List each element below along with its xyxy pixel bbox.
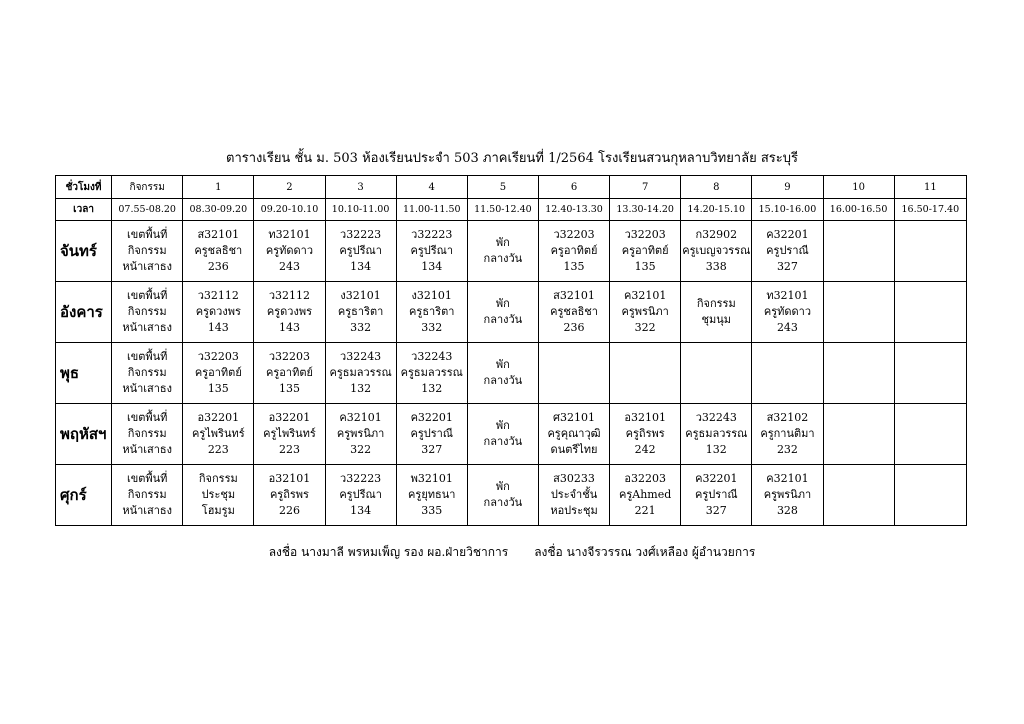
cell-text: ค32101: [623, 289, 667, 302]
period-cell: [538, 404, 609, 465]
cell-text: ประจำชั้น: [550, 488, 598, 501]
cell-text: ครูกานติมา: [760, 427, 815, 440]
cell-text: ว32203: [624, 228, 666, 241]
period-cell: [467, 221, 538, 282]
cell-text: ว32223: [411, 228, 453, 241]
period-cell: [254, 221, 325, 282]
cell-text: 132: [350, 382, 372, 395]
cell-text: ครูคุณาวุฒิ: [547, 427, 601, 440]
period-cell: [183, 221, 254, 282]
period-cell: [467, 282, 538, 343]
cell-text: กลางวัน: [483, 435, 523, 448]
header-period: 4: [396, 176, 467, 199]
cell-text: เขตพื้นที่: [126, 289, 168, 302]
cell-text: 143: [207, 321, 229, 334]
day-row: [56, 404, 967, 465]
period-cell: [610, 221, 681, 282]
cell-text: กิจกรรม: [127, 244, 167, 257]
cell-text: ครูชลธิชา: [550, 305, 598, 318]
cell-text: พ32101: [410, 472, 453, 485]
time-period: 11.50-12.40: [467, 199, 538, 221]
cell-text: เขตพื้นที่: [126, 411, 168, 424]
cell-text: 335: [421, 504, 443, 517]
cell-text: 332: [350, 321, 372, 334]
period-cell: [894, 282, 966, 343]
cell-text: ว32203: [197, 350, 239, 363]
period-cell: [894, 465, 966, 526]
period-cell: [752, 465, 823, 526]
cell-text: ท32101: [268, 228, 311, 241]
cell-text: ว32243: [340, 350, 382, 363]
period-cell: [538, 282, 609, 343]
cell-text: ศ32101: [553, 411, 596, 424]
day-row: [56, 465, 967, 526]
cell-text: หน้าเสาธง: [122, 321, 173, 334]
cell-text: 132: [421, 382, 443, 395]
cell-text: ครูอาทิตย์: [194, 366, 242, 379]
period-cell: [681, 404, 752, 465]
period-cell: [396, 465, 467, 526]
cell-text: ว32112: [197, 289, 239, 302]
cell-text: หน้าเสาธง: [122, 504, 173, 517]
header-period: 10: [823, 176, 894, 199]
cell-text: ว32243: [411, 350, 453, 363]
cell-text: 328: [776, 504, 798, 517]
period-cell: [681, 465, 752, 526]
cell-text: 242: [634, 443, 656, 456]
cell-text: ครูปราณี: [695, 488, 738, 501]
header-period: 5: [467, 176, 538, 199]
cell-text: ว32203: [268, 350, 311, 363]
cell-text: ง32101: [411, 289, 452, 302]
cell-text: 236: [563, 321, 585, 334]
period-cell: [183, 282, 254, 343]
cell-text: ท32101: [766, 289, 809, 302]
period-cell: [610, 465, 681, 526]
cell-text: ชุมนุม: [701, 313, 732, 326]
cell-text: กิจกรรม: [127, 488, 167, 501]
header-period: 7: [610, 176, 681, 199]
period-cell: [467, 343, 538, 404]
cell-text: ครูธาริตา: [409, 305, 455, 318]
period-cell: [325, 404, 396, 465]
cell-text: 327: [421, 443, 443, 456]
cell-text: โฮมรูม: [201, 504, 235, 517]
cell-text: พัก: [495, 236, 510, 249]
cell-text: อ32201: [197, 411, 240, 424]
cell-text: เขตพื้นที่: [126, 472, 168, 485]
cell-text: 221: [634, 504, 656, 517]
activity-cell: [112, 404, 183, 465]
cell-text: ครูอาทิตย์: [550, 244, 598, 257]
cell-text: 223: [278, 443, 300, 456]
cell-text: 226: [278, 504, 300, 517]
period-cell: [467, 404, 538, 465]
header-period: 6: [538, 176, 609, 199]
period-cell: [823, 221, 894, 282]
cell-text: 132: [705, 443, 727, 456]
period-cell: [325, 465, 396, 526]
period-cell: [894, 404, 966, 465]
cell-text: 223: [207, 443, 229, 456]
cell-text: ประชุม: [201, 488, 236, 501]
cell-text: 135: [207, 382, 229, 395]
cell-text: 243: [278, 260, 300, 273]
period-cell: [752, 343, 823, 404]
time-row: [56, 199, 967, 221]
day-row: [56, 221, 967, 282]
header-corner: ชั่วโมงที่: [56, 176, 112, 199]
period-cell: [681, 343, 752, 404]
period-cell: [681, 282, 752, 343]
cell-text: อ32201: [268, 411, 311, 424]
time-period: 11.00-11.50: [396, 199, 467, 221]
period-cell: [254, 404, 325, 465]
cell-text: 134: [350, 504, 372, 517]
period-cell: [254, 465, 325, 526]
cell-text: ครูปรีณา: [339, 488, 382, 501]
cell-text: 135: [563, 260, 585, 273]
time-period: 08.30-09.20: [183, 199, 254, 221]
cell-text: ครูพรนิภา: [336, 427, 385, 440]
cell-text: ว32223: [340, 228, 382, 241]
period-cell: [396, 404, 467, 465]
cell-text: ค32101: [766, 472, 809, 485]
period-cell: [183, 404, 254, 465]
cell-text: ครูธมลวรรณ: [400, 366, 463, 379]
period-cell: [894, 221, 966, 282]
cell-text: ครูดวงพร: [266, 305, 313, 318]
period-cell: [681, 221, 752, 282]
period-cell: [183, 465, 254, 526]
time-period: 13.30-14.20: [610, 199, 681, 221]
signer-academic-deputy: ลงชื่อ นางมาลี พรหมเพ็ญ รอง ผอ.ฝ่ายวิชาการ: [268, 545, 509, 559]
period-cell: [538, 343, 609, 404]
cell-text: ค32201: [410, 411, 453, 424]
cell-text: 135: [634, 260, 656, 273]
cell-text: ครูถิรพร: [269, 488, 309, 501]
cell-text: ว32112: [268, 289, 311, 302]
period-cell: [752, 282, 823, 343]
header-period: 2: [254, 176, 325, 199]
period-cell: [254, 282, 325, 343]
cell-text: กิจกรรม: [127, 427, 167, 440]
activity-cell: [112, 343, 183, 404]
period-cell: [396, 343, 467, 404]
cell-text: ครูปรีณา: [339, 244, 382, 257]
cell-text: หน้าเสาธง: [122, 382, 173, 395]
cell-text: ครูไพรินทร์: [263, 427, 316, 440]
cell-text: กลางวัน: [483, 496, 523, 509]
cell-text: ครูพรนิภา: [763, 488, 812, 501]
cell-text: พัก: [495, 358, 510, 371]
signature-footer: [0, 543, 1024, 562]
period-cell: [538, 221, 609, 282]
cell-text: ครูธมลวรรณ: [685, 427, 748, 440]
time-period: 14.20-15.10: [681, 199, 752, 221]
cell-text: 332: [421, 321, 443, 334]
header-row: [56, 176, 967, 199]
timetable-table: [55, 175, 967, 526]
period-cell: [467, 465, 538, 526]
cell-text: ครูเบญจวรรณ: [682, 244, 751, 257]
period-cell: [894, 343, 966, 404]
day-name: จันทร์: [56, 221, 112, 282]
period-cell: [183, 343, 254, 404]
day-row: [56, 282, 967, 343]
period-cell: [610, 404, 681, 465]
cell-text: ครูยุทธนา: [408, 488, 456, 501]
time-label: เวลา: [56, 199, 112, 221]
period-cell: [610, 343, 681, 404]
period-cell: [752, 404, 823, 465]
time-period: 09.20-10.10: [254, 199, 325, 221]
period-cell: [396, 282, 467, 343]
cell-text: พัก: [495, 419, 510, 432]
cell-text: ครูปรีณา: [410, 244, 454, 257]
cell-text: 236: [207, 260, 229, 273]
cell-text: 134: [350, 260, 372, 273]
activity-cell: [112, 221, 183, 282]
time-period: 15.10-16.00: [752, 199, 823, 221]
cell-text: เขตพื้นที่: [126, 350, 168, 363]
cell-text: อ32203: [624, 472, 666, 485]
cell-text: ครูอาทิตย์: [621, 244, 669, 257]
cell-text: หน้าเสาธง: [122, 260, 173, 273]
cell-text: ค32201: [695, 472, 738, 485]
cell-text: ครูทัดดาว: [265, 244, 314, 257]
cell-text: ครูอาทิตย์: [266, 366, 313, 379]
cell-text: ว32203: [553, 228, 595, 241]
period-cell: [823, 282, 894, 343]
header-period: 9: [752, 176, 823, 199]
cell-text: กลางวัน: [483, 252, 523, 265]
cell-text: ส32102: [766, 411, 809, 424]
time-period: 10.10-11.00: [325, 199, 396, 221]
period-cell: [538, 465, 609, 526]
cell-text: 135: [278, 382, 300, 395]
period-cell: [823, 343, 894, 404]
activity-cell: [112, 465, 183, 526]
period-cell: [325, 343, 396, 404]
cell-text: หอประชุม: [550, 504, 598, 517]
cell-text: ค32201: [766, 228, 809, 241]
cell-text: ส32101: [197, 228, 240, 241]
timetable-title: ตารางเรียน ชั้น ม. 503 ห้องเรียนประจำ 503 ภาคเรียนที่ 1/2564 โรงเรียนสวนกุหลาบวิทยาลัย สระบุรี: [226, 151, 798, 166]
activity-cell: [112, 282, 183, 343]
period-cell: [325, 221, 396, 282]
day-name: พุธ: [56, 343, 112, 404]
period-cell: [254, 343, 325, 404]
cell-text: ครูปราณี: [766, 244, 809, 257]
period-cell: [610, 282, 681, 343]
time-activity: 07.55-08.20: [112, 199, 183, 221]
cell-text: ส30233: [553, 472, 595, 485]
cell-text: 327: [776, 260, 798, 273]
cell-text: เขตพื้นที่: [126, 228, 168, 241]
period-cell: [752, 221, 823, 282]
cell-text: หน้าเสาธง: [122, 443, 173, 456]
cell-text: ครูธาริตา: [337, 305, 384, 318]
cell-text: กลางวัน: [483, 374, 523, 387]
cell-text: กิจกรรม: [127, 305, 167, 318]
header-period: 1: [183, 176, 254, 199]
cell-text: กิจกรรม: [127, 366, 167, 379]
cell-text: ครูชลธิชา: [194, 244, 243, 257]
cell-text: 322: [350, 443, 372, 456]
cell-text: กิจกรรม: [198, 472, 238, 485]
header-activity: กิจกรรม: [112, 176, 183, 199]
cell-text: ครูถิรพร: [625, 427, 665, 440]
cell-text: ครูทัดดาว: [763, 305, 812, 318]
cell-text: อ32101: [268, 472, 311, 485]
cell-text: 243: [776, 321, 798, 334]
time-period: 16.00-16.50: [823, 199, 894, 221]
cell-text: ครูธมลวรรณ: [329, 366, 392, 379]
cell-text: พัก: [495, 297, 510, 310]
cell-text: 232: [776, 443, 798, 456]
period-cell: [823, 465, 894, 526]
period-cell: [325, 282, 396, 343]
cell-text: กลางวัน: [483, 313, 523, 326]
cell-text: ครูพรนิภา: [621, 305, 669, 318]
day-name: อังคาร: [56, 282, 112, 343]
cell-text: กิจกรรม: [696, 297, 736, 310]
cell-text: อ32101: [624, 411, 666, 424]
period-cell: [396, 221, 467, 282]
cell-text: ง32101: [340, 289, 381, 302]
cell-text: 322: [634, 321, 656, 334]
cell-text: ครูไพรินทร์: [192, 427, 245, 440]
day-name: ศุกร์: [56, 465, 112, 526]
header-period: 11: [894, 176, 966, 199]
day-row: [56, 343, 967, 404]
cell-text: ว32243: [695, 411, 737, 424]
cell-text: 134: [421, 260, 443, 273]
cell-text: ก32902: [695, 228, 738, 241]
cell-text: 338: [705, 260, 727, 273]
time-period: 12.40-13.30: [538, 199, 609, 221]
day-name: พฤหัสฯ: [56, 404, 112, 465]
cell-text: 143: [278, 321, 300, 334]
cell-text: ครูปราณี: [410, 427, 454, 440]
header-period: 3: [325, 176, 396, 199]
signer-director: ลงชื่อ นางจีรวรรณ วงศ์เหลือง ผู้อำนวยการ: [534, 545, 756, 559]
time-period: 16.50-17.40: [894, 199, 966, 221]
cell-text: ครูดวงพร: [195, 305, 241, 318]
cell-text: ว32223: [340, 472, 382, 485]
cell-text: ค32101: [339, 411, 382, 424]
cell-text: ครูAhmed: [619, 488, 672, 501]
cell-text: 327: [705, 504, 727, 517]
cell-text: ส32101: [553, 289, 595, 302]
header-period: 8: [681, 176, 752, 199]
cell-text: พัก: [495, 480, 510, 493]
cell-text: ดนตรีไทย: [550, 443, 598, 456]
period-cell: [823, 404, 894, 465]
